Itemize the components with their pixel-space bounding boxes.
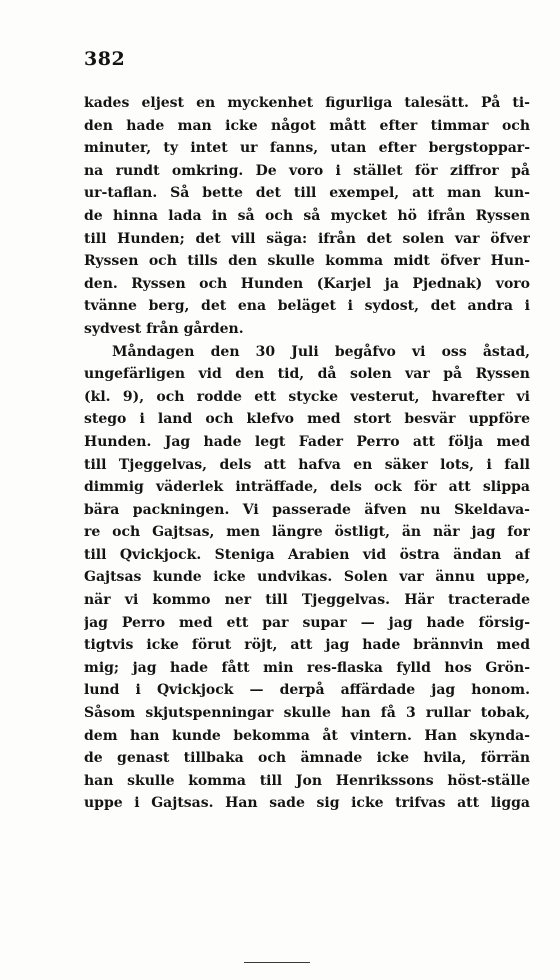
- page-number: 382: [84, 48, 126, 70]
- body-text: [84, 92, 530, 815]
- text-line: sydvest från gården.: [84, 320, 244, 337]
- text-line: bära packningen. Vi passerade äfven nu Skeldava-: [84, 501, 530, 518]
- text-line: (kl. 9), och rodde ett stycke vesterut, hvarefter vi: [84, 388, 530, 405]
- text-line: re och Gajtsas, men längre östligt, än när jag for: [84, 524, 530, 541]
- footer-rule: [244, 962, 310, 963]
- text-line: uppe i Gajtsas. Han sade sig icke trifvas att ligga: [84, 795, 530, 812]
- text-line: stego i land och klefvo med stort besvär uppföre: [84, 411, 530, 428]
- text-line: jag Perro med ett par supar — jag hade försig-: [84, 614, 530, 631]
- text-line: na rundt omkring. De voro i stället för ziffror på: [84, 162, 530, 179]
- text-line: ur-taflan. Så bette det till exempel, att man kun-: [84, 185, 530, 202]
- text-line: lund i Qvickjock — derpå affärdade jag honom.: [84, 682, 530, 699]
- text-line: minuter, ty intet ur fanns, utan efter bergstoppar-: [84, 140, 530, 157]
- text-line: mig; jag hade fått min res-flaska fylld hos Grön-: [84, 659, 530, 676]
- text-line: Ryssen och tills den skulle komma midt öfver Hun-: [84, 253, 530, 270]
- text-line: den hade man icke något mått efter timmar och: [84, 117, 530, 134]
- text-line: Såsom skjutspenningar skulle han få 3 rullar tobak,: [84, 705, 530, 722]
- text-line: de genast tillbaka och ämnade icke hvila, förrän: [84, 750, 530, 767]
- text-line: han skulle komma till Jon Henrikssons höst-ställe: [84, 772, 530, 789]
- text-line: tigtvis icke förut röjt, att jag hade brännvin med: [84, 637, 530, 654]
- text-line: ungefärligen vid den tid, då solen var på Ryssen: [84, 366, 530, 383]
- text-line: den. Ryssen och Hunden (Karjel ja Pjednak) voro: [84, 275, 530, 292]
- text-line: till Tjeggelvas, dels att hafva en säker lots, i fall: [84, 456, 530, 473]
- text-line: när vi kommo ner till Tjeggelvas. Här tracterade: [84, 592, 530, 609]
- text-line: Hunden. Jag hade legt Fader Perro att följa med: [84, 433, 530, 450]
- text-line: till Qvickjock. Steniga Arabien vid östra ändan af: [84, 546, 530, 563]
- text-line: tvänne berg, det ena beläget i sydost, det andra i: [84, 298, 530, 315]
- text-line: till Hunden; det vill säga: ifrån det solen var öfver: [84, 230, 530, 247]
- text-line: kades eljest en myckenhet figurliga talesätt. På ti-: [84, 95, 530, 111]
- text-line: dem han kunde bekomma åt vintern. Han skynda-: [84, 727, 530, 744]
- text-line: Gajtsas kunde icke undvikas. Solen var ännu uppe,: [84, 569, 530, 586]
- text-line: de hinna lada in så och så mycket hö ifrån Ryssen: [84, 207, 530, 224]
- text-line: dimmig väderlek inträffade, dels ock för att slippa: [84, 479, 530, 496]
- text-line: Måndagen den 30 Juli begåfvo vi oss åstad,: [112, 343, 530, 360]
